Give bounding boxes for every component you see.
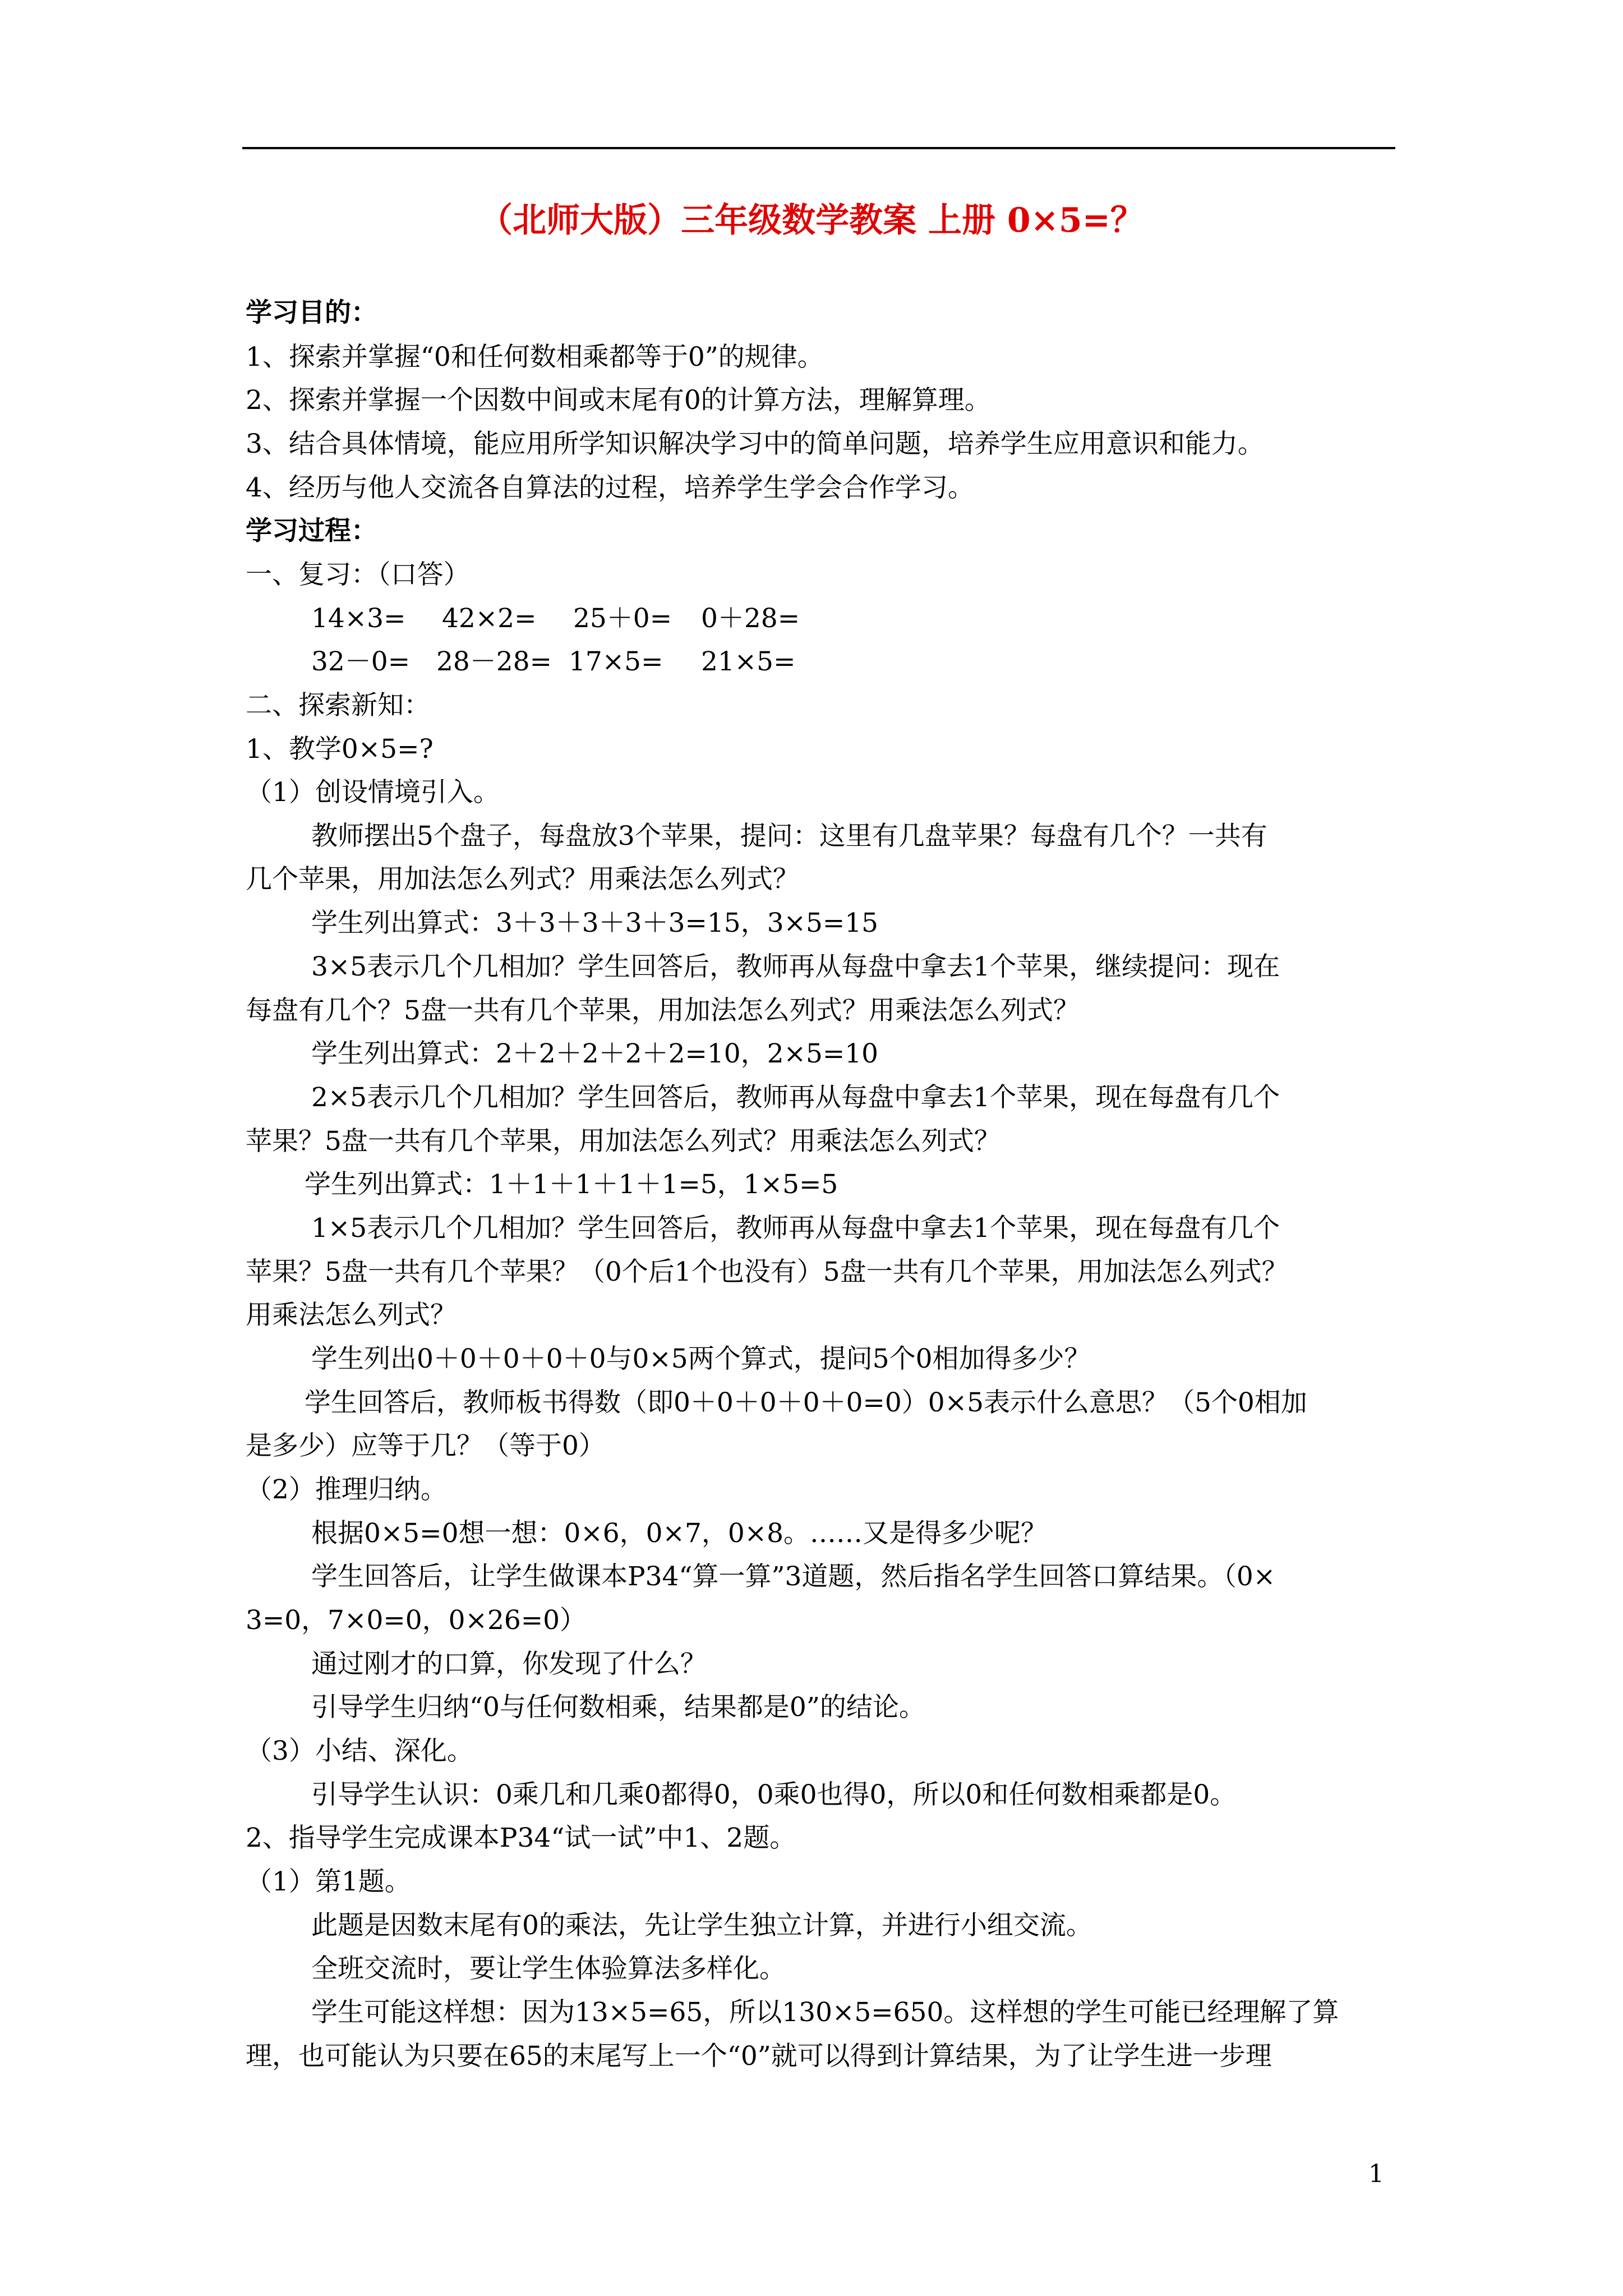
body-line: 每盘有几个？5盘一共有几个苹果，用加法怎么列式？用乘法怎么列式？ — [246, 995, 1080, 1026]
body-line: 教师摆出5个盘子，每盘放3个苹果，提问：这里有几盘苹果？每盘有几个？一共有 — [311, 821, 1267, 852]
goal-item: 4、经历与他人交流各自算法的过程，培养学生学会合作学习。 — [246, 472, 974, 503]
body-line: 引导学生归纳“0与任何数相乘，结果都是0”的结论。 — [311, 1692, 925, 1723]
body-line: 是多少）应等于几？（等于0） — [246, 1430, 605, 1461]
body-line: 2、指导学生完成课本P34“试一试”中1、2题。 — [246, 1823, 796, 1853]
body-line: （1）创设情境引入。 — [246, 777, 500, 808]
body-line: 用乘法怎么列式？ — [246, 1300, 457, 1331]
body-line: 2×5表示几个几相加？学生回答后，教师再从每盘中拿去1个苹果，现在每盘有几个 — [311, 1082, 1280, 1113]
body-line: 学生回答后，教师板书得数（即0＋0＋0＋0＋0=0）0×5表示什么意思？（5个0相加 — [305, 1387, 1307, 1418]
body-line: 引导学生认识：0乘几和几乘0都得0，0乘0也得0，所以0和任何数相乘都是0。 — [311, 1779, 1237, 1810]
review-expr: 25＋0= — [573, 603, 672, 634]
goal-item: 2、探索并掌握一个因数中间或末尾有0的计算方法，理解算理。 — [246, 385, 991, 416]
review-expr: 32－0= — [311, 646, 411, 677]
body-line: 理，也可能认为只要在65的末尾写上一个“0”就可以得到计算结果，为了让学生进一步理 — [246, 2041, 1272, 2072]
body-line: 学生可能这样想：因为13×5=65，所以130×5=650。这样想的学生可能已经理解了算 — [311, 1997, 1339, 2028]
header-rule — [242, 147, 1395, 149]
body-line: 通过刚才的口算，你发现了什么？ — [311, 1649, 707, 1680]
body-line: 几个苹果，用加法怎么列式？用乘法怎么列式？ — [246, 864, 799, 895]
body-line: （2）推理归纳。 — [246, 1474, 447, 1505]
body-line: 学生列出算式：2＋2＋2＋2＋2=10，2×5=10 — [311, 1038, 879, 1069]
page-title: （北师大版）三年级数学教案 上册 0×5=？ — [479, 201, 1144, 240]
goal-item: 3、结合具体情境，能应用所学知识解决学习中的简单问题，培养学生应用意识和能力。 — [246, 429, 1264, 459]
goal-item: 1、探索并掌握“0和任何数相乘都等于0”的规律。 — [246, 342, 824, 372]
body-line: 苹果？5盘一共有几个苹果？（0个后1个也没有）5盘一共有几个苹果，用加法怎么列式？ — [246, 1257, 1288, 1287]
review-heading: 一、复习：（口答） — [246, 559, 470, 590]
body-line: 1×5表示几个几相加？学生回答后，教师再从每盘中拿去1个苹果，现在每盘有几个 — [311, 1213, 1280, 1244]
body-line: 苹果？5盘一共有几个苹果，用加法怎么列式？用乘法怎么列式？ — [246, 1126, 1000, 1157]
body-line: 1、教学0×5=? — [246, 734, 434, 765]
process-heading: 学习过程： — [246, 516, 377, 546]
body-line: 此题是因数末尾有0的乘法，先让学生独立计算，并进行小组交流。 — [311, 1910, 1092, 1941]
body-line: 学生列出算式：3＋3＋3＋3＋3=15，3×5=15 — [311, 908, 879, 938]
review-expr: 21×5= — [701, 646, 796, 677]
body-line: 根据0×5=0想一想：0×6，0×7，0×8。……又是得多少呢？ — [311, 1518, 1048, 1549]
body-line: （3）小结、深化。 — [246, 1736, 473, 1766]
review-expr: 14×3= — [311, 603, 406, 634]
review-expr: 17×5= — [569, 646, 663, 677]
body-line: 学生回答后，让学生做课本P34“算一算”3道题，然后指名学生回答口算结果。（0× — [311, 1561, 1276, 1592]
page-number: 1 — [1368, 2160, 1384, 2188]
goals-heading: 学习目的： — [246, 297, 377, 328]
explore-heading: 二、探索新知： — [246, 690, 430, 721]
body-line: （1）第1题。 — [246, 1866, 411, 1897]
review-expr: 0＋28= — [701, 603, 800, 634]
body-line: 学生列出算式：1＋1＋1＋1＋1=5，1×5=5 — [305, 1169, 838, 1200]
body-line: 3×5表示几个几相加？学生回答后，教师再从每盘中拿去1个苹果，继续提问：现在 — [311, 951, 1280, 982]
review-expr: 42×2= — [442, 603, 537, 634]
body-line: 学生列出0＋0＋0＋0＋0与0×5两个算式，提问5个0相加得多少？ — [311, 1343, 1091, 1374]
review-expr: 28－28= — [436, 646, 552, 677]
body-line: 全班交流时，要让学生体验算法多样化。 — [311, 1953, 786, 1984]
body-line: 3=0，7×0=0，0×26=0） — [246, 1605, 587, 1636]
